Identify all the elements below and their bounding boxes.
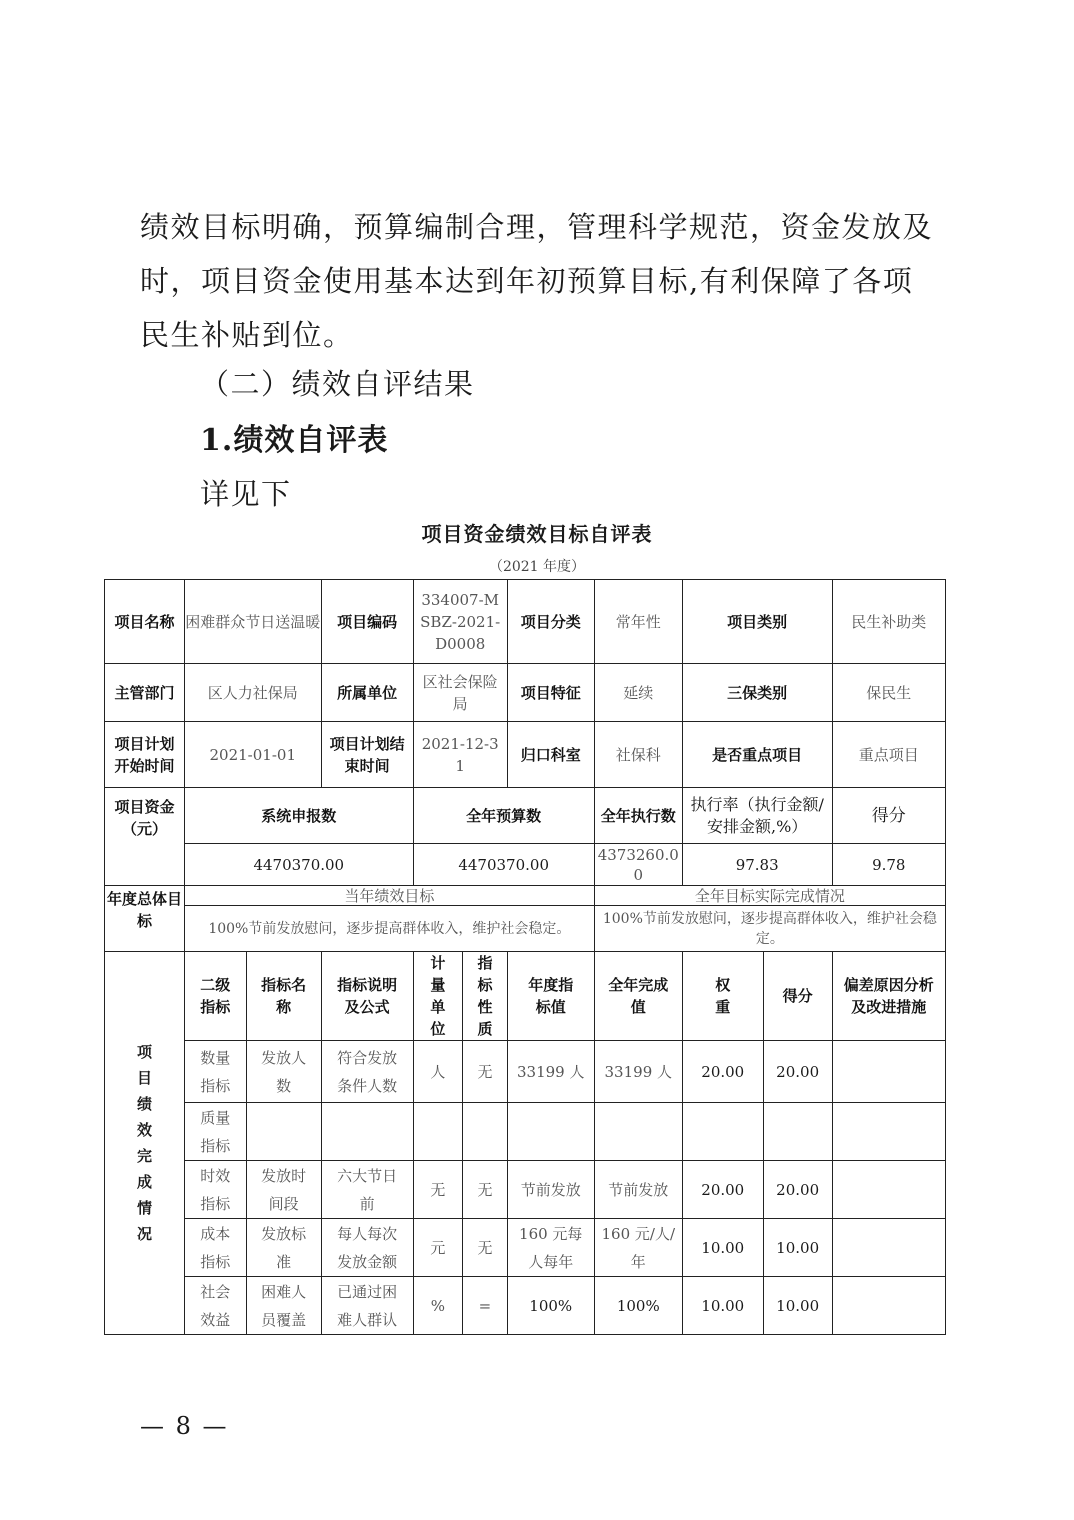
cell-value: 元 (413, 1219, 463, 1277)
column-header: 得分 (763, 952, 832, 1041)
column-header: 系统申报数 (184, 788, 413, 844)
cell-value (246, 1103, 321, 1161)
table-row (105, 1161, 946, 1219)
cell-label: 是否重点项目 (682, 722, 832, 788)
column-header: 年度指标值 (507, 952, 594, 1041)
column-header: 指标说明及公式 (321, 952, 413, 1041)
cell-value: 已通过困难人群认 (321, 1277, 413, 1335)
cell-value: 符合发放条件人数 (321, 1041, 413, 1103)
cell-value: 发放标准 (246, 1219, 321, 1277)
column-header: 全年预算数 (413, 788, 594, 844)
cell-value: = (463, 1277, 508, 1335)
cell-label: 归口科室 (507, 722, 594, 788)
column-header: 全年完成值 (594, 952, 682, 1041)
column-header: 权重 (682, 952, 763, 1041)
cell-value: 区人力社保局 (184, 664, 321, 722)
cell-label: 项目编码 (321, 580, 413, 664)
cell-value: 数量指标 (184, 1041, 246, 1103)
cell-value: 2021-01-01 (184, 722, 321, 788)
cell-value (682, 1103, 763, 1161)
table-row (105, 844, 946, 886)
cell-value (413, 1103, 463, 1161)
cell-value: 区社会保险局 (413, 664, 507, 722)
cell-value: 六大节日前 (321, 1161, 413, 1219)
see-below-text: 详见下 (200, 477, 292, 511)
cell-value: 97.83 (682, 844, 832, 886)
cell-value: 2021-12-31 (413, 722, 507, 788)
column-header: 指标名称 (246, 952, 321, 1041)
cell-value: 4373260.00 (594, 844, 682, 886)
table-row (105, 580, 946, 664)
cell-value: 人 (413, 1041, 463, 1103)
cell-value: 20.00 (682, 1161, 763, 1219)
cell-value: 节前发放 (507, 1161, 594, 1219)
cell-value: 100%节前发放慰问，逐步提高群体收入，维护社会稳定。 (184, 906, 594, 952)
cell-value: 20.00 (763, 1161, 832, 1219)
cell-value: 33199 人 (507, 1041, 594, 1103)
table-row (105, 952, 946, 1041)
cell-value: 保民生 (832, 664, 945, 722)
cell-value: 社会效益 (184, 1277, 246, 1335)
table-row (105, 1041, 946, 1103)
cell-value (594, 1103, 682, 1161)
table-title: 项目资金绩效目标自评表 (421, 522, 653, 546)
cell-label: 三保类别 (682, 664, 832, 722)
table-row (105, 722, 946, 788)
cell-value (463, 1103, 508, 1161)
cell-value: 常年性 (594, 580, 682, 664)
cell-label: 项目计划开始时间 (105, 722, 185, 788)
cell-value: 无 (463, 1161, 508, 1219)
page-number: — 8 — (140, 1412, 229, 1440)
cell-value (832, 1219, 945, 1277)
cell-value (832, 1161, 945, 1219)
cell-value: 160 元每人每年 (507, 1219, 594, 1277)
cell-value: 困难群众节日送温暖 (184, 580, 321, 664)
cell-value: 9.78 (832, 844, 945, 886)
cell-value (832, 1103, 945, 1161)
column-header: 指标性质 (463, 952, 508, 1041)
table-year: （2021 年度） (488, 559, 586, 575)
cell-value: 4470370.00 (413, 844, 594, 886)
column-header: 得分 (832, 788, 945, 844)
cell-value: 334007-MSBZ-2021-D0008 (413, 580, 507, 664)
cell-value: 100% (507, 1277, 594, 1335)
column-header: 计量单位 (413, 952, 463, 1041)
table-row (105, 1277, 946, 1335)
column-header: 二级指标 (184, 952, 246, 1041)
cell-value: 10.00 (763, 1277, 832, 1335)
cell-value: 20.00 (763, 1041, 832, 1103)
table-row (105, 1219, 946, 1277)
cell-value: 民生补助类 (832, 580, 945, 664)
table-row (105, 788, 946, 844)
cell-value: 节前发放 (594, 1161, 682, 1219)
column-header: 偏差原因分析及改进措施 (832, 952, 945, 1041)
cell-value (321, 1103, 413, 1161)
perf-label-cell (105, 952, 185, 1335)
cell-label: 项目计划结束时间 (321, 722, 413, 788)
cell-value: 10.00 (763, 1219, 832, 1277)
cell-value: 发放时间段 (246, 1161, 321, 1219)
column-header: 当年绩效目标 (184, 886, 594, 906)
cell-value: % (413, 1277, 463, 1335)
cell-value: 无 (413, 1161, 463, 1219)
evaluation-table (104, 579, 946, 1335)
column-header: 全年执行数 (594, 788, 682, 844)
table-row (105, 886, 946, 906)
cell-value: 无 (463, 1219, 508, 1277)
cell-label: 项目资金（元） (105, 788, 185, 886)
cell-value: 每人每次发放金额 (321, 1219, 413, 1277)
table-row (105, 664, 946, 722)
table-row (105, 906, 946, 952)
column-header: 执行率（执行金额/安排金额,%） (682, 788, 832, 844)
cell-value: 质量指标 (184, 1103, 246, 1161)
cell-value: 100% (594, 1277, 682, 1335)
cell-value: 无 (463, 1041, 508, 1103)
cell-label: 项目类别 (682, 580, 832, 664)
cell-label: 项目名称 (105, 580, 185, 664)
cell-value: 4470370.00 (184, 844, 413, 886)
cell-value: 发放人数 (246, 1041, 321, 1103)
cell-value (507, 1103, 594, 1161)
cell-value: 时效指标 (184, 1161, 246, 1219)
cell-value: 33199 人 (594, 1041, 682, 1103)
cell-value: 10.00 (682, 1219, 763, 1277)
cell-value: 重点项目 (832, 722, 945, 788)
subsection-heading: 1.绩效自评表 (200, 423, 389, 458)
cell-label: 项目绩效完成情况 (136, 1043, 152, 1243)
cell-value (763, 1103, 832, 1161)
cell-value: 20.00 (682, 1041, 763, 1103)
cell-label: 项目分类 (507, 580, 594, 664)
cell-label: 项目特征 (507, 664, 594, 722)
cell-value: 10.00 (682, 1277, 763, 1335)
cell-label: 所属单位 (321, 664, 413, 722)
cell-value (832, 1041, 945, 1103)
cell-value: 困难人员覆盖 (246, 1277, 321, 1335)
cell-value: 延续 (594, 664, 682, 722)
section-heading: （二）绩效自评结果 (200, 367, 475, 401)
cell-label: 年度总体目标 (105, 886, 185, 952)
cell-value: 100%节前发放慰问，逐步提高群体收入，维护社会稳定。 (594, 906, 945, 952)
cell-value: 160 元/人/年 (594, 1219, 682, 1277)
table-row (105, 1103, 946, 1161)
cell-value (832, 1277, 945, 1335)
cell-label: 主管部门 (105, 664, 185, 722)
cell-value: 成本指标 (184, 1219, 246, 1277)
column-header: 全年目标实际完成情况 (594, 886, 945, 906)
body-paragraph: 绩效目标明确，预算编制合理，管理科学规范，资金发放及时，项目资金使用基本达到年初预算目标,有利保障了各项民生补贴到位。 (140, 210, 934, 352)
cell-value: 社保科 (594, 722, 682, 788)
